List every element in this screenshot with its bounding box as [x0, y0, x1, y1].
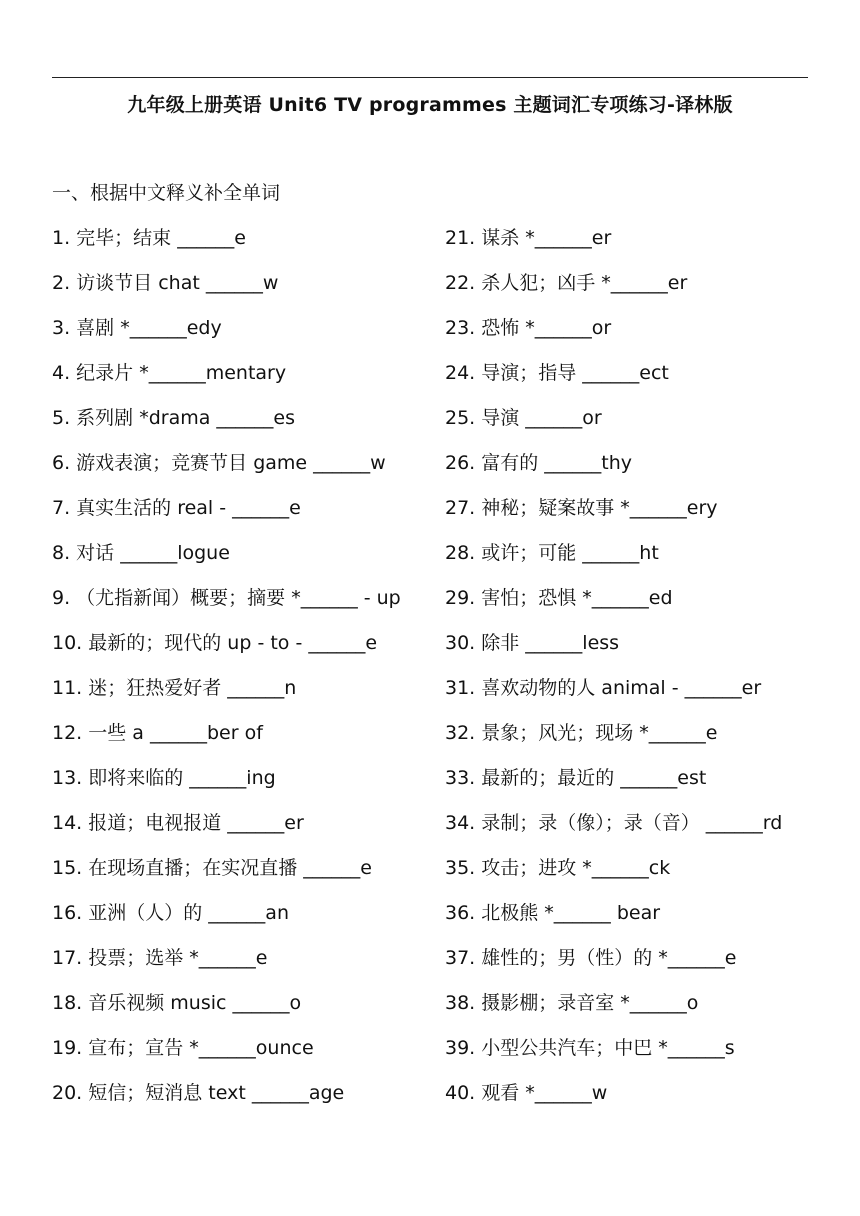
exercise-item: 37. 雄性的；男（性）的 *______e	[445, 947, 737, 969]
exercise-item: 33. 最新的；最近的 ______est	[445, 767, 707, 789]
exercise-item: 40. 观看 *______w	[445, 1082, 608, 1104]
section-heading: 一、根据中文释义补全单词	[52, 182, 281, 204]
exercise-item: 3. 喜剧 *______edy	[52, 317, 222, 339]
exercise-item: 22. 杀人犯；凶手 *______er	[445, 272, 688, 294]
exercise-item: 39. 小型公共汽车；中巴 *______s	[445, 1037, 735, 1059]
exercise-item: 5. 系列剧 *drama ______es	[52, 407, 296, 429]
exercise-item: 7. 真实生活的 real - ______e	[52, 497, 301, 519]
right-column	[445, 222, 845, 1122]
exercise-item: 10. 最新的；现代的 up - to - ______e	[52, 632, 378, 654]
exercise-item: 25. 导演 ______or	[445, 407, 602, 429]
exercise-item: 24. 导演；指导 ______ect	[445, 362, 669, 384]
header-rule	[52, 77, 808, 78]
exercise-item: 38. 摄影棚；录音室 *______o	[445, 992, 699, 1014]
exercise-item: 30. 除非 ______less	[445, 632, 620, 654]
exercise-item: 36. 北极熊 *______ bear	[445, 902, 661, 924]
exercise-item: 29. 害怕；恐惧 *______ed	[445, 587, 673, 609]
exercise-item: 4. 纪录片 *______mentary	[52, 362, 287, 384]
exercise-item: 23. 恐怖 *______or	[445, 317, 612, 339]
exercise-item: 1. 完毕；结束 ______e	[52, 227, 246, 249]
exercise-item: 34. 录制；录（像）；录（音） ______rd	[445, 812, 783, 834]
exercise-item: 2. 访谈节目 chat ______w	[52, 272, 279, 294]
exercise-item: 35. 攻击；进攻 *______ck	[445, 857, 671, 879]
document-title: 九年级上册英语 Unit6 TV programmes 主题词汇专项练习-译林版	[127, 94, 733, 116]
exercise-item: 12. 一些 a ______ber of	[52, 722, 263, 744]
exercise-item: 32. 景象；风光；现场 *______e	[445, 722, 718, 744]
exercise-item: 28. 或许；可能 ______ht	[445, 542, 659, 564]
exercise-item: 15. 在现场直播；在实况直播 ______e	[52, 857, 372, 879]
exercise-item: 27. 神秘；疑案故事 *______ery	[445, 497, 718, 519]
exercise-item: 6. 游戏表演；竞赛节目 game ______w	[52, 452, 386, 474]
exercise-item: 26. 富有的 ______thy	[445, 452, 633, 474]
exercise-item: 20. 短信；短消息 text ______age	[52, 1082, 345, 1104]
exercise-item: 13. 即将来临的 ______ing	[52, 767, 276, 789]
exercise-item: 19. 宣布；宣告 *______ounce	[52, 1037, 314, 1059]
exercise-item: 17. 投票；选举 *______e	[52, 947, 268, 969]
left-column	[52, 222, 432, 1122]
exercise-item: 21. 谋杀 *______er	[445, 227, 612, 249]
exercise-item: 31. 喜欢动物的人 animal - ______er	[445, 677, 762, 699]
exercise-item: 14. 报道；电视报道 ______er	[52, 812, 304, 834]
exercise-item: 18. 音乐视频 music ______o	[52, 992, 302, 1014]
exercise-item: 16. 亚洲（人）的 ______an	[52, 902, 289, 924]
exercise-item: 9. （尤指新闻）概要；摘要 *______ - up	[52, 587, 401, 609]
exercise-item: 11. 迷；狂热爱好者 ______n	[52, 677, 297, 699]
exercise-item: 8. 对话 ______logue	[52, 542, 230, 564]
